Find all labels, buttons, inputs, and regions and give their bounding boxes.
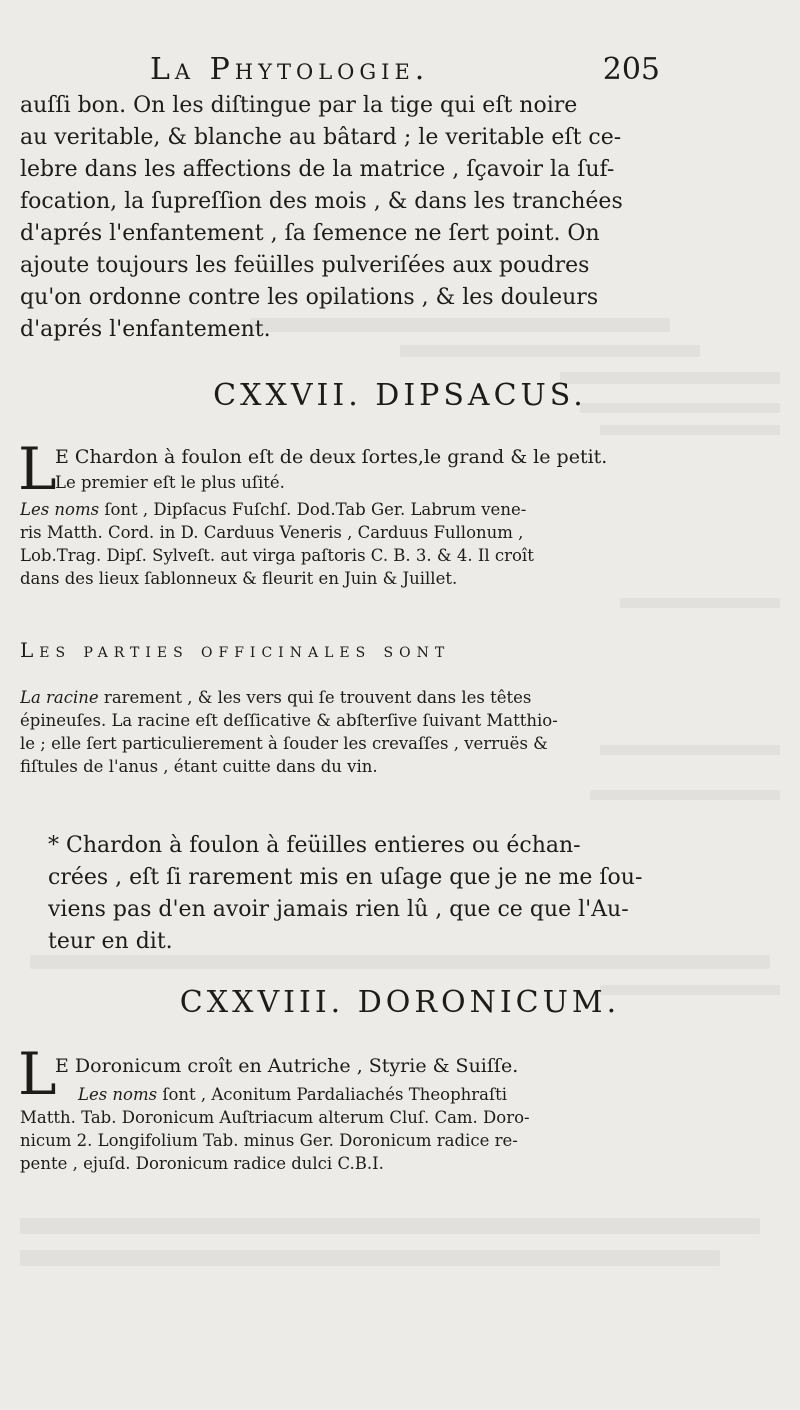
- section-title-dipsacus: CXXVII. DIPSACUS.: [213, 378, 587, 413]
- officinal-parts-heading: Les parties officinales sont: [20, 638, 451, 662]
- text-line: dans des lieux ſablonneux & fleurit en Juin & Juillet.: [20, 569, 458, 588]
- text-line: d'aprés l'enfantement , ſa ſemence ne ſert point. On: [20, 221, 600, 246]
- text-line: lebre dans les affections de la matrice , ſçavoir la ſuf-: [20, 157, 615, 182]
- text-line: au veritable, & blanche au bâtard ; le veritable eſt ce-: [20, 125, 622, 150]
- text-line: [20, 498, 660, 521]
- drop-cap: L: [18, 435, 57, 503]
- names-label: Les noms: [20, 500, 100, 519]
- page-number: 205: [602, 52, 660, 87]
- officinal-parts-text: [20, 686, 660, 778]
- text-line: d'aprés l'enfantement.: [20, 317, 271, 342]
- text-line: E Doronicum croît en Autriche , Styrie & Suiſſe.: [55, 1055, 519, 1077]
- root-label: La racine: [20, 688, 99, 707]
- text-line: Matth. Tab. Doronicum Auſtriacum alterum Cluſ. Cam. Doro-: [20, 1108, 530, 1127]
- editor-note: [48, 830, 668, 958]
- dipsacus-names: [20, 498, 660, 590]
- text-line: qu'on ordonne contre les opilations , & les douleurs: [20, 285, 599, 310]
- text-line: nicum 2. Longifolium Tab. minus Ger. Doronicum radice re-: [20, 1131, 518, 1150]
- text-line: ris Matth. Cord. in D. Carduus Veneris , Carduus Fullonum ,: [20, 523, 524, 542]
- dipsacus-intro: [55, 444, 665, 494]
- running-title: La Phytologie.: [150, 52, 430, 87]
- text-line: teur en dit.: [48, 929, 173, 954]
- drop-cap: L: [18, 1040, 57, 1108]
- text-line: crées , eſt ſi rarement mis en uſage que je ne me ſou-: [48, 865, 643, 890]
- text-line: Le premier eſt le plus uſité.: [55, 472, 285, 492]
- section-title-doronicum: CXXVIII. DORONICUM.: [179, 985, 621, 1020]
- text-line: fiſtules de l'anus , étant cuitte dans du vin.: [20, 757, 378, 776]
- officinal-text: rarement , & les vers qui ſe trouvent dans les têtes: [98, 688, 532, 707]
- paragraph-continuation: [20, 90, 660, 346]
- text-line: focation, la ſupreſſion des mois , & dans les tranchées: [20, 189, 623, 214]
- names-text: ſont , Aconitum Pardaliachés Theophraſti: [157, 1085, 508, 1104]
- text-line: ajoute toujours les feüilles pulveriſées aux poudres: [20, 253, 590, 278]
- text-line: le ; elle ſert particulierement à ſouder les crevaſſes , verruës &: [20, 734, 548, 753]
- names-text: ſont , Dipſacus Fuſchſ. Dod.Tab Ger. Labrum vene-: [99, 500, 527, 519]
- text-line: viens pas d'en avoir jamais rien lû , que ce que l'Au-: [48, 897, 629, 922]
- text-line: [20, 1083, 660, 1106]
- text-line: E Chardon à foulon eſt de deux ſortes,le grand & le petit.: [55, 446, 608, 468]
- doronicum-names: [20, 1083, 660, 1175]
- text-line: * Chardon à foulon à feüilles entieres ou échan-: [48, 833, 581, 858]
- text-line: épineuſes. La racine eſt deſſicative & abſterſive ſuivant Matthio-: [20, 711, 558, 730]
- names-label: Les noms: [78, 1085, 158, 1104]
- text-line: pente , ejuſd. Doronicum radice dulci C.B.I.: [20, 1154, 384, 1173]
- text-line: Lob.Trag. Dipſ. Sylveſt. aut virga paſtoris C. B. 3. & 4. Il croît: [20, 546, 534, 565]
- text-line: [20, 686, 660, 709]
- doronicum-intro: [55, 1053, 665, 1080]
- text-line: auſſi bon. On les diſtingue par la tige qui eſt noire: [20, 93, 578, 118]
